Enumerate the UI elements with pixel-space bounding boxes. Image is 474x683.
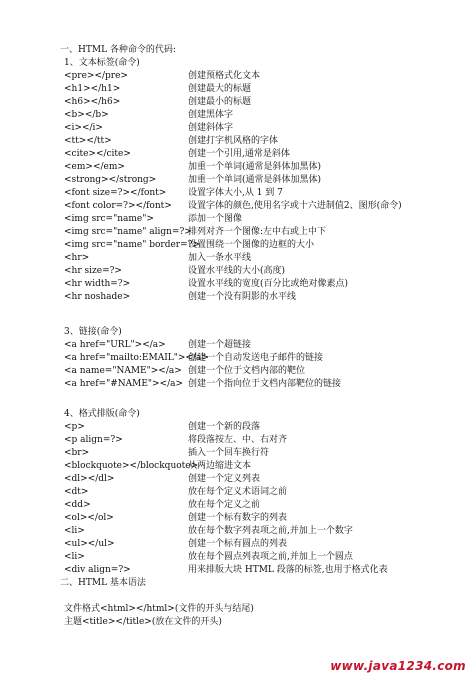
table-row bbox=[64, 473, 464, 486]
table-row bbox=[64, 538, 464, 551]
table-row bbox=[64, 378, 464, 391]
description-cell: 创建一个定义列表 bbox=[188, 474, 261, 484]
table-row bbox=[64, 174, 464, 187]
code-cell: <dt> bbox=[64, 487, 89, 497]
code-cell: <img src="name" align=?> bbox=[64, 227, 192, 237]
table-row bbox=[64, 135, 464, 148]
code-cell: <dd> bbox=[64, 500, 91, 510]
section-heading-formatting: 4、格式排版(命令) bbox=[64, 409, 140, 419]
table-row bbox=[64, 434, 464, 447]
watermark-url: www.java1234.com bbox=[330, 659, 466, 673]
description-cell: 设置字体大小,从 1 到 7 bbox=[188, 188, 283, 198]
table-row bbox=[64, 460, 464, 473]
description-cell: 放在每个定义之前 bbox=[188, 500, 261, 510]
code-cell: <cite></cite> bbox=[64, 149, 131, 159]
code-cell: <ol></ol> bbox=[64, 513, 114, 523]
code-cell: <blockquote></blockquote> bbox=[64, 461, 199, 471]
table-row bbox=[64, 352, 464, 365]
code-cell: <font size=?></font> bbox=[64, 188, 167, 198]
description-cell: 创建一个自动发送电子邮件的链接 bbox=[188, 353, 324, 363]
description-cell: 创建打字机风格的字体 bbox=[188, 136, 279, 146]
section-heading-links: 3、链接(命令) bbox=[64, 327, 122, 337]
description-cell: 创建黑体字 bbox=[188, 110, 234, 120]
description-cell: 创建最大的标题 bbox=[188, 84, 252, 94]
code-cell: <h6></h6> bbox=[64, 97, 121, 107]
code-cell: <hr size=?> bbox=[64, 266, 122, 276]
table-row bbox=[64, 447, 464, 460]
code-cell: <hr width=?> bbox=[64, 279, 131, 289]
table-row bbox=[64, 564, 464, 577]
description-cell: 创建一个标有圆点的列表 bbox=[188, 539, 288, 549]
description-cell: 加入一条水平线 bbox=[188, 253, 252, 263]
code-cell: <pre></pre> bbox=[64, 71, 128, 81]
description-cell: 创建一个超链接 bbox=[188, 340, 252, 350]
description-cell: 用来排版大块 HTML 段落的标签,也用于格式化表 bbox=[188, 565, 388, 575]
table-row bbox=[64, 239, 464, 252]
description-cell: 创建一个指向位于文档内部靶位的链接 bbox=[188, 379, 342, 389]
description-cell: 创建斜体字 bbox=[188, 123, 234, 133]
table-row bbox=[64, 96, 464, 109]
table-row bbox=[64, 161, 464, 174]
code-cell: <i></i> bbox=[64, 123, 103, 133]
table-row bbox=[64, 265, 464, 278]
description-cell: 从两边缩进文本 bbox=[188, 461, 252, 471]
description-cell: 创建预格式化文本 bbox=[188, 71, 261, 81]
description-cell: 创建一个没有阴影的水平线 bbox=[188, 292, 297, 302]
code-cell: <br> bbox=[64, 448, 90, 458]
document-title: 一、HTML 各种命令的代码: bbox=[60, 45, 176, 55]
description-cell: 设置水平线的大小(高度) bbox=[188, 266, 286, 276]
table-row bbox=[64, 278, 464, 291]
table-row bbox=[64, 499, 464, 512]
code-cell: <div align=?> bbox=[64, 565, 131, 575]
code-cell: <a href="mailto:EMAIL"></a> bbox=[64, 353, 209, 363]
code-cell: <li> bbox=[64, 526, 85, 536]
table-row bbox=[64, 109, 464, 122]
description-cell: 排列对齐一个图像:左中右或上中下 bbox=[188, 227, 327, 237]
basic-syntax-line: 主题<title></title>(放在文件的开头) bbox=[64, 617, 222, 627]
code-cell: <font color=?></font> bbox=[64, 201, 172, 211]
table-row bbox=[64, 187, 464, 200]
table-row bbox=[64, 83, 464, 96]
description-cell: 创建一个标有数字的列表 bbox=[188, 513, 288, 523]
code-cell: <ul></ul> bbox=[64, 539, 115, 549]
description-cell: 设置围绕一个图像的边框的大小 bbox=[188, 240, 315, 250]
code-cell: <img src="name" border=?> bbox=[64, 240, 201, 250]
table-row bbox=[64, 148, 464, 161]
code-cell: <a name="NAME"></a> bbox=[64, 366, 182, 376]
description-cell: 放在每个圆点列表项之前,并加上一个圆点 bbox=[188, 552, 353, 562]
table-row bbox=[64, 226, 464, 239]
table-row bbox=[64, 252, 464, 265]
table-row bbox=[64, 200, 464, 213]
table-row bbox=[64, 70, 464, 83]
table-row bbox=[64, 525, 464, 538]
table-row bbox=[64, 421, 464, 434]
code-cell: <h1></h1> bbox=[64, 84, 121, 94]
description-cell: 创建一个新的段落 bbox=[188, 422, 261, 432]
description-cell: 将段落按左、中、右对齐 bbox=[188, 435, 288, 445]
description-cell: 添加一个图像 bbox=[188, 214, 243, 224]
description-cell: 插入一个回车换行符 bbox=[188, 448, 270, 458]
code-cell: <a href="#NAME"></a> bbox=[64, 379, 184, 389]
table-row bbox=[64, 339, 464, 352]
description-cell: 放在每个定义术语词之前 bbox=[188, 487, 288, 497]
description-cell: 创建最小的标题 bbox=[188, 97, 252, 107]
table-row bbox=[64, 486, 464, 499]
description-cell: 设置字体的颜色,使用名字或十六进制值2、图形(命令) bbox=[188, 201, 402, 211]
table-row bbox=[64, 291, 464, 304]
description-cell: 创建一个位于文档内部的靶位 bbox=[188, 366, 306, 376]
code-cell: <a href="URL"></a> bbox=[64, 340, 166, 350]
code-cell: <hr noshade> bbox=[64, 292, 131, 302]
table-row bbox=[64, 512, 464, 525]
code-cell: <img src="name"> bbox=[64, 214, 154, 224]
code-cell: <tt></tt> bbox=[64, 136, 112, 146]
description-cell: 加重一个单词(通常是斜体加黑体) bbox=[188, 162, 322, 172]
description-cell: 设置水平线的宽度(百分比或绝对像素点) bbox=[188, 279, 349, 289]
code-cell: <b></b> bbox=[64, 110, 109, 120]
description-cell: 加重一个单词(通常是斜体加黑体) bbox=[188, 175, 322, 185]
table-row bbox=[64, 365, 464, 378]
table-row bbox=[64, 213, 464, 226]
section-heading-text-tags: 1、文本标签(命令) bbox=[64, 58, 140, 68]
table-row bbox=[64, 551, 464, 564]
code-cell: <dl></dl> bbox=[64, 474, 115, 484]
table-row bbox=[64, 122, 464, 135]
code-cell: <em></em> bbox=[64, 162, 125, 172]
code-cell: <strong></strong> bbox=[64, 175, 157, 185]
section-heading-basic-syntax: 二、HTML 基本语法 bbox=[60, 578, 146, 588]
code-cell: <hr> bbox=[64, 253, 90, 263]
code-cell: <li> bbox=[64, 552, 85, 562]
code-cell: <p align=?> bbox=[64, 435, 123, 445]
basic-syntax-line: 文件格式<html></html>(文件的开头与结尾) bbox=[64, 604, 254, 614]
code-cell: <p> bbox=[64, 422, 85, 432]
description-cell: 创建一个引用,通常是斜体 bbox=[188, 149, 290, 159]
description-cell: 放在每个数字列表项之前,并加上一个数字 bbox=[188, 526, 353, 536]
